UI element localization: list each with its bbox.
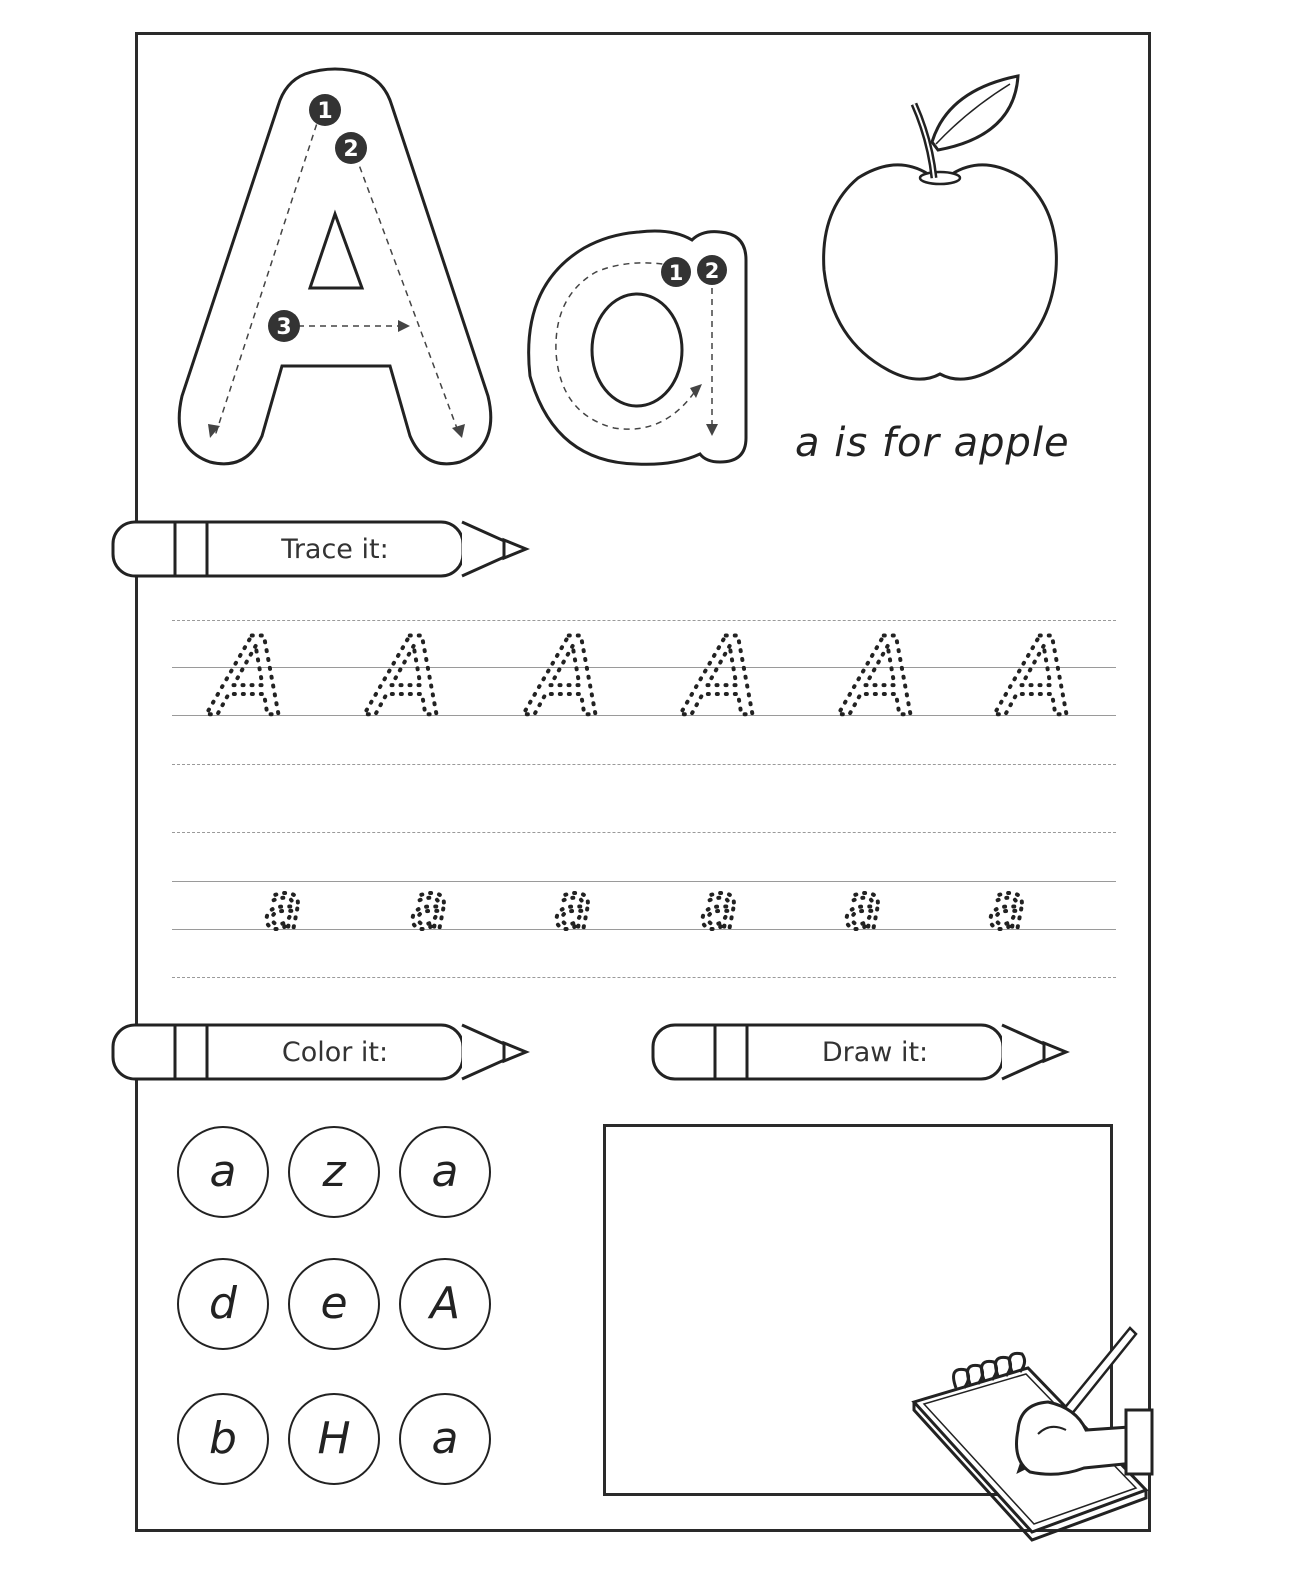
svg-text:2: 2 bbox=[704, 259, 720, 283]
circle-letter: a bbox=[431, 1146, 459, 1197]
dotted-lowercase-a: a bbox=[700, 872, 738, 936]
circle-letter: H bbox=[317, 1413, 351, 1464]
uppercase-trace-row bbox=[172, 612, 1116, 722]
uppercase-a-tracing-figure bbox=[170, 66, 500, 468]
stroke-number-2 bbox=[335, 132, 367, 164]
svg-text:1: 1 bbox=[668, 261, 684, 285]
circle-letter: d bbox=[209, 1278, 237, 1329]
circle-letter: a bbox=[431, 1413, 459, 1464]
trace-it-pencil-banner bbox=[110, 518, 530, 580]
dotted-uppercase-a: A bbox=[686, 615, 760, 722]
guide-line-top bbox=[172, 832, 1116, 833]
dotted-uppercase-a: A bbox=[844, 615, 918, 722]
circle-letter: z bbox=[322, 1146, 346, 1197]
circle-letter: e bbox=[320, 1278, 348, 1329]
guide-line-descender bbox=[172, 764, 1116, 765]
hand-writing-notebook-icon bbox=[908, 1322, 1154, 1550]
dotted-uppercase-a: A bbox=[212, 615, 286, 722]
dotted-lowercase-a: a bbox=[264, 872, 302, 936]
dotted-lowercase-a: a bbox=[844, 872, 882, 936]
dotted-uppercase-a: A bbox=[1000, 615, 1074, 722]
stroke-number-1 bbox=[661, 257, 691, 287]
dotted-lowercase-a: a bbox=[554, 872, 592, 936]
lowercase-trace-row bbox=[172, 872, 1116, 936]
draw-it-pencil-banner bbox=[650, 1021, 1070, 1083]
lowercase-a-tracing-figure bbox=[524, 226, 750, 466]
color-circle[interactable] bbox=[288, 1258, 380, 1350]
stroke-number-3 bbox=[268, 310, 300, 342]
apple-icon bbox=[818, 70, 1064, 386]
color-it-pencil-banner bbox=[110, 1021, 530, 1083]
color-circle[interactable] bbox=[177, 1258, 269, 1350]
stroke-number-2 bbox=[697, 255, 727, 285]
dotted-lowercase-a: a bbox=[410, 872, 448, 936]
color-circle[interactable] bbox=[288, 1393, 380, 1485]
svg-text:2: 2 bbox=[343, 137, 359, 162]
color-circle[interactable] bbox=[399, 1258, 491, 1350]
circle-letter: b bbox=[209, 1413, 237, 1464]
letter-caption: a is for apple bbox=[795, 420, 1070, 466]
color-it-label: Color it: bbox=[281, 1037, 389, 1068]
color-circle[interactable] bbox=[288, 1126, 380, 1218]
svg-text:3: 3 bbox=[276, 315, 292, 340]
color-circle[interactable] bbox=[399, 1393, 491, 1485]
dotted-lowercase-a: a bbox=[988, 872, 1026, 936]
svg-text:1: 1 bbox=[317, 99, 333, 124]
guide-line-descender bbox=[172, 977, 1116, 978]
stroke-number-1 bbox=[309, 94, 341, 126]
color-circle[interactable] bbox=[177, 1126, 269, 1218]
dotted-uppercase-a: A bbox=[529, 615, 603, 722]
circle-letter: a bbox=[209, 1146, 237, 1197]
circle-letter: A bbox=[429, 1278, 461, 1329]
trace-it-label: Trace it: bbox=[281, 534, 389, 565]
dotted-uppercase-a: A bbox=[370, 615, 444, 722]
draw-it-label: Draw it: bbox=[821, 1037, 929, 1068]
color-circle[interactable] bbox=[399, 1126, 491, 1218]
color-circle[interactable] bbox=[177, 1393, 269, 1485]
